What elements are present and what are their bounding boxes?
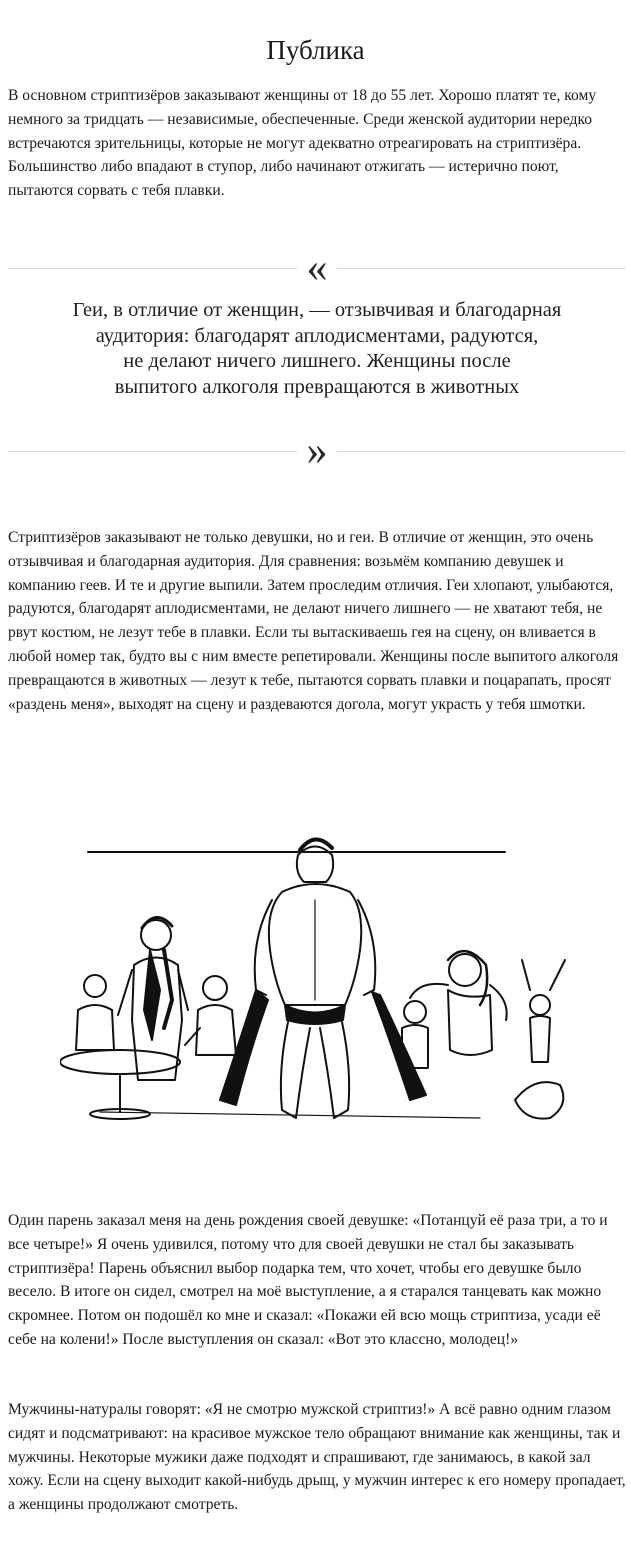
pull-quote	[20, 298, 614, 400]
section-title: Публика	[266, 35, 365, 65]
opening-quote-mark: «	[297, 251, 337, 285]
dancing-women-group	[402, 951, 565, 1119]
stripper-figure	[255, 839, 376, 1118]
man-background-figure	[76, 975, 114, 1050]
cafe-table	[60, 1050, 180, 1119]
pull-quote-line: Геи, в отличие от женщин, — отзывчивая и благодарная	[72, 299, 562, 321]
closing-quote-mark: »	[297, 434, 337, 468]
pull-quote-line: выпитого алкоголя превращаются в животных	[114, 375, 520, 398]
pull-quote-line: не делают ничего лишнего. Женщины после	[123, 350, 511, 372]
paragraph-intro: В основном стриптизёров заказывают женщины от 18 до 55 лет. Хорошо платят те, кому немного за тридцать — независимые, обеспеченные. Среди женской аудитории нередко встречаются зрительницы, которые не могут адекватно отреагировать на стриптизёра. Большинство либо впадают в ступор, либо начинают отжигать — истерично поют, пытаются сорвать с тебя плавки.	[8, 87, 597, 200]
pull-quote-line: аудитория: благодарят аплодисментами, радуются,	[95, 324, 539, 347]
paragraph-straight-men: Мужчины-натуралы говорят: «Я не смотрю мужской стриптиз!» А всё равно одним глазом сидят и подсматривают: на красивое мужское тело обращают внимание как женщины, так и мужчины. Некоторые мужики даже подходят и спрашивают, где занимаюсь, в какой зал хожу. Если на сцену выходит какой-нибудь дрыщ, у мужчин интерес к его номеру пропадает, а женщины продолжают смотреть.	[8, 1401, 626, 1514]
right-towel	[372, 992, 426, 1100]
paragraph-gay-audience: Стриптизёров заказывают не только девушки, но и геи. В отличие от женщин, это очень отзывчивая и благодарная аудитория. Для сравнения: возьмём компанию девушек и компанию геев. И те и другие выпили. Затем проследим отличия. Геи хлопают, улыбаются, радуются, благодарят аплодисментами, не делают ничего лишнего — не хватают тебя, не рвут костюм, не лезут тебе в плавки. Если ты вытаскиваешь гея на сцену, он вливается в любой номер так, будто вы с ним вместе репетировали. Женщины после выпитого алкоголя превращаются в животных — лезут к тебе, пытаются сорвать плавки и поцарапать, просят «раздень меня», выходят на сцену и раздеваются догола, могут украсть у тебя шмотки.	[8, 529, 619, 713]
paragraph-birthday-story: Один парень заказал меня на день рождения своей девушке: «Потанцуй её раза три, а то и все четыре!» Я очень удивился, потому что для своей девушки не стал бы заказывать стриптизёра! Парень объяснил выбор подарка тем, что хочет, чтобы его девушке было весело. В итоге он сидел, смотрел на моё выступление, а я старался танцевать как можно скромнее. Потом он подошёл ко мне и сказал: «Покажи ей всю мощь стриптиза, усади её себе на колени!» После выступления он сказал: «Вот это классно, молодец!»	[8, 1212, 608, 1348]
seated-man-figure	[185, 976, 236, 1055]
stage-audience-illustration	[60, 800, 580, 1170]
man-with-scarf-figure	[118, 917, 188, 1080]
